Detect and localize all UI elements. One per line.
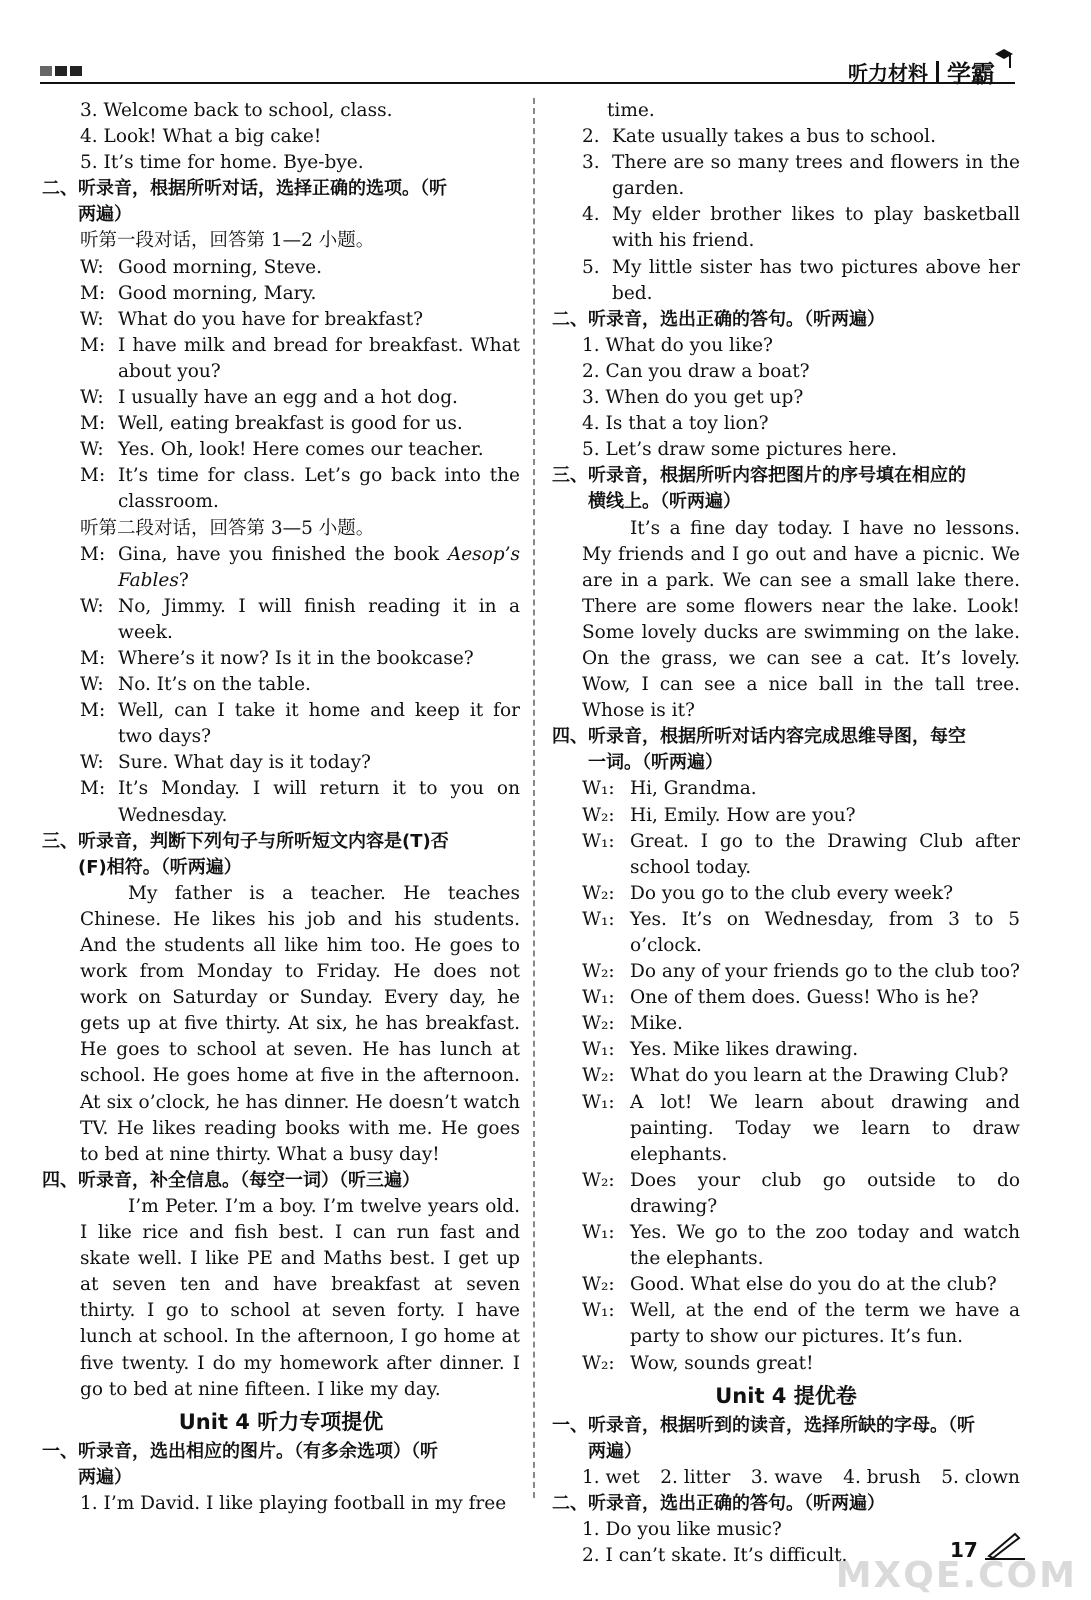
dialogue-line [42,646,520,672]
speaker: W₂: [582,804,615,826]
dialogue-line [552,803,1020,829]
item-text: There are so many trees and flowers in the garden. [612,152,1020,200]
word-item: 1. wet [582,1466,640,1488]
speaker: M: [80,700,106,722]
list-item: 3. When do you get up? [582,387,804,409]
list-item [552,124,1020,150]
list-item: 5. It’s time for home. Bye-bye. [80,152,364,174]
unit-title: Unit 4 听力专项提优 [178,1409,384,1434]
utterance: What do you learn at the Drawing Club? [630,1065,1009,1087]
section-heading-cont: 两遍） [588,1440,642,1462]
dialogue-line [552,1011,1020,1037]
speaker: W: [80,256,104,278]
utterance: Great. I go to the Drawing Club after school today. [630,830,1020,878]
utterance: Wow, sounds great! [630,1352,814,1374]
utterance: Do any of your friends go to the club too? [630,961,1020,983]
utterance: Good morning, Mary. [118,282,317,304]
utterance: Yes. Oh, look! Here comes our teacher. [118,439,484,461]
list-item: 2. I can’t skate. It’s difficult. [582,1545,848,1567]
utterance: It’s time for class. Let’s go back into the classroom. [118,465,520,513]
speaker: W₂: [582,882,615,904]
speaker: W₁: [582,908,615,930]
dialogue-line [42,385,520,411]
speaker: W₂: [582,1013,615,1035]
speaker: W₁: [582,987,615,1009]
speaker: W₂: [582,1352,615,1374]
utterance: Yes. It’s on Wednesday, from 3 to 5 o’clock. [630,908,1020,956]
section-heading: 二、听录音，根据所听对话，选择正确的选项。（听 [42,178,447,200]
speaker: M: [80,543,106,565]
utterance: Hi, Emily. How are you? [630,804,856,826]
speaker: W₁: [582,778,615,800]
dialogue-line [42,672,520,698]
graduation-cap-icon [993,46,1015,72]
sub-instruction: 听第一段对话，回答第 1—2 小题。 [80,230,375,252]
dialogue-line [552,1298,1020,1350]
dialogue-line [42,698,520,750]
list-item: 1. Do you like music? [582,1519,782,1541]
utterance: Do you go to the club every week? [630,882,954,904]
header-separator [936,61,939,83]
speaker: W: [80,308,104,330]
utterance: Where’s it now? Is it in the bookcase? [118,647,474,669]
item-number: 5. [582,256,600,278]
list-item: 4. Is that a toy lion? [582,413,769,435]
dialogue-line [552,1220,1020,1272]
dialogue-line [42,776,520,828]
section-label: 听力材料 [848,61,928,85]
continuation-text: time. [607,100,655,121]
dialogue-1 [42,255,520,516]
word-item: 4. brush [843,1466,921,1488]
section-heading: 三、听录音，根据所听内容把图片的序号填在相应的 [552,465,966,487]
utterance: One of them does. Guess! Who is he? [630,987,979,1009]
dialogue-line [552,1063,1020,1089]
item-text: My little sister has two pictures above her bed. [612,256,1020,304]
dialogue-line [552,881,1020,907]
section-heading-cont: 两遍） [78,204,132,226]
list-item: 1. What do you like? [582,334,773,356]
speaker: W₂: [582,1065,615,1087]
word-item: 5. clown [941,1466,1020,1488]
dialogue-line [552,1351,1020,1377]
utterance: It’s Monday. I will return it to you on Wednesday. [118,778,520,826]
utterance: Yes. Mike likes drawing. [630,1039,859,1061]
column-divider [533,98,535,1498]
dialogue-line [552,959,1020,985]
dialogue-line [552,776,1020,802]
numbered-list [552,124,1020,307]
item-number: 2. [582,126,600,148]
dialogue-line [42,750,520,776]
speaker: M: [80,413,106,435]
right-column [552,98,1020,1569]
speaker: M: [80,282,106,304]
speaker: M: [80,334,106,356]
dialogue-line [552,829,1020,881]
dialogue-line [552,907,1020,959]
section-heading-cont: 一词。（听两遍） [588,752,723,774]
list-item: 5. Let’s draw some pictures here. [582,439,898,461]
speaker: W: [80,387,104,409]
passage: My father is a teacher. He teaches Chinese. He likes his job and his students. And the students all like him too. He goes to work from Monday to Friday. He does not work on Saturday or Sunday. Every day, he gets up at five thirty. At six, he has breakfast. He goes to school at seven. He has lunch at school. He goes home at five in the afternoon. At six o’clock, he has dinner. He doesn’t watch TV. He likes reading books with me. He goes to bed at nine thirty. What a busy day! [80,882,520,1165]
word-item: 2. litter [660,1466,731,1488]
section-heading-cont: 横线上。（听两遍） [588,491,741,513]
list-item: 1. I’m David. I like playing football in my free [80,1492,507,1514]
utterance: Hi, Grandma. [630,778,757,800]
item-text: My elder brother likes to play basketball with his friend. [612,204,1020,252]
speaker: W: [80,752,104,774]
utterance: I usually have an egg and a hot dog. [118,387,458,409]
dialogue-line [42,463,520,515]
section-heading: 一、听录音，选出相应的图片。（有多余选项）（听 [42,1440,438,1462]
item-text: Kate usually takes a bus to school. [612,126,936,148]
utterance: Well, can I take it home and keep it for two days? [118,700,520,748]
item-number: 3. [582,152,600,174]
section-heading: 四、听录音，补全信息。（每空一词）（听三遍） [42,1169,420,1191]
brand-name: 学霸 [947,60,995,88]
utterance: Mike. [630,1013,683,1035]
dialogue-line [552,1272,1020,1298]
speaker: M: [80,465,106,487]
left-column [42,98,520,1517]
unit-title: Unit 4 提优卷 [715,1383,857,1408]
dialogue-line [42,307,520,333]
speaker: W₁: [582,1091,615,1113]
speaker: M: [80,778,106,800]
section-heading: 二、听录音，选出正确的答句。（听两遍） [552,308,885,330]
utterance: What do you have for breakfast? [118,308,424,330]
section-heading-cont: 两遍） [78,1466,132,1488]
list-item [552,202,1020,254]
utterance: Well, at the end of the term we have a party to show our pictures. It’s fun. [630,1300,1020,1348]
page-header [40,52,1015,88]
dialogue-line [552,1037,1020,1063]
utterance: Does your club go outside to do drawing? [630,1169,1020,1217]
section-heading: 一、听录音，根据听到的读音，选择所缺的字母。（听 [552,1414,975,1436]
utterance: I have milk and bread for breakfast. What about you? [118,334,520,382]
utterance: Gina, have you finished the book Aesop’s Fables? [118,543,520,591]
speaker: W₁: [582,1300,615,1322]
utterance: No, Jimmy. I will finish reading it in a week. [118,595,520,643]
watermark: MXQE.COM [835,1555,1077,1596]
section-heading: 四、听录音，根据所听对话内容完成思维导图，每空 [552,726,966,748]
list-item [552,255,1020,307]
dialogue-line [42,594,520,646]
dialogue-line [42,333,520,385]
item-number: 4. [582,204,600,226]
list-item [552,150,1020,202]
speaker: W: [80,439,104,461]
utterance: Well, eating breakfast is good for us. [118,413,463,435]
speaker: W: [80,595,104,617]
speaker: W₁: [582,1039,615,1061]
dialogue-line [552,1090,1020,1168]
passage: It’s a fine day today. I have no lessons. My friends and I go out and have a picnic. We are in a park. We can see a small lake there. There are some flowers near the lake. Look! Some lovely ducks are swimming on the lake. On the grass, we can see a cat. It’s lovely. Wow, I can see a nice ball in the tall tree. Whose is it? [582,517,1020,722]
dialogue-3 [552,776,1020,1376]
section-heading: 二、听录音，选出正确的答句。（听两遍） [552,1492,885,1514]
utterance: A lot! We learn about drawing and painting. Today we learn to draw elephants. [630,1091,1020,1165]
dialogue-line [42,255,520,281]
header-marks [40,66,82,76]
section-heading-cont: (F)相符。（听两遍） [78,856,242,878]
speaker: W₁: [582,830,615,852]
list-item: 3. Welcome back to school, class. [80,100,393,121]
page-number: 17 [950,1538,978,1562]
speaker: W₂: [582,961,615,983]
speaker: W₂: [582,1169,615,1191]
section-heading: 三、听录音，判断下列句子与所听短文内容是(T)否 [42,830,449,852]
speaker: M: [80,647,106,669]
dialogue-line [42,411,520,437]
utterance: Good morning, Steve. [118,256,322,278]
word-item: 3. wave [750,1466,823,1488]
passage: I’m Peter. I’m a boy. I’m twelve years old. I like rice and fish best. I can run fast and skate well. I like PE and Maths best. I get up at seven ten and have breakfast at seven thirty. I go to school at seven forty. I have lunch at school. In the afternoon, I go home at five twenty. I do my homework after dinner. I go to bed at nine fifteen. I like my day. [80,1195,520,1400]
dialogue-line [42,542,520,594]
speaker: W₂: [582,1274,615,1296]
header-rule [40,82,1015,84]
dialogue-line [552,985,1020,1011]
dialogue-2 [42,594,520,829]
dialogue-line [552,1168,1020,1220]
list-item: 4. Look! What a big cake! [80,126,322,148]
utterance: No. It’s on the table. [118,674,311,696]
list-item: 2. Can you draw a boat? [582,360,810,382]
word-list [552,1465,1020,1491]
utterance: Yes. We go to the zoo today and watch the elephants. [630,1222,1020,1270]
dialogue-line [42,281,520,307]
utterance: Sure. What day is it today? [118,752,371,774]
sub-instruction: 听第二段对话，回答第 3—5 小题。 [80,517,375,539]
dialogue-line [42,437,520,463]
speaker: W: [80,674,104,696]
speaker: W₁: [582,1222,615,1244]
book-title: Aesop’s Fables [118,543,520,591]
utterance: Good. What else do you do at the club? [630,1274,997,1296]
